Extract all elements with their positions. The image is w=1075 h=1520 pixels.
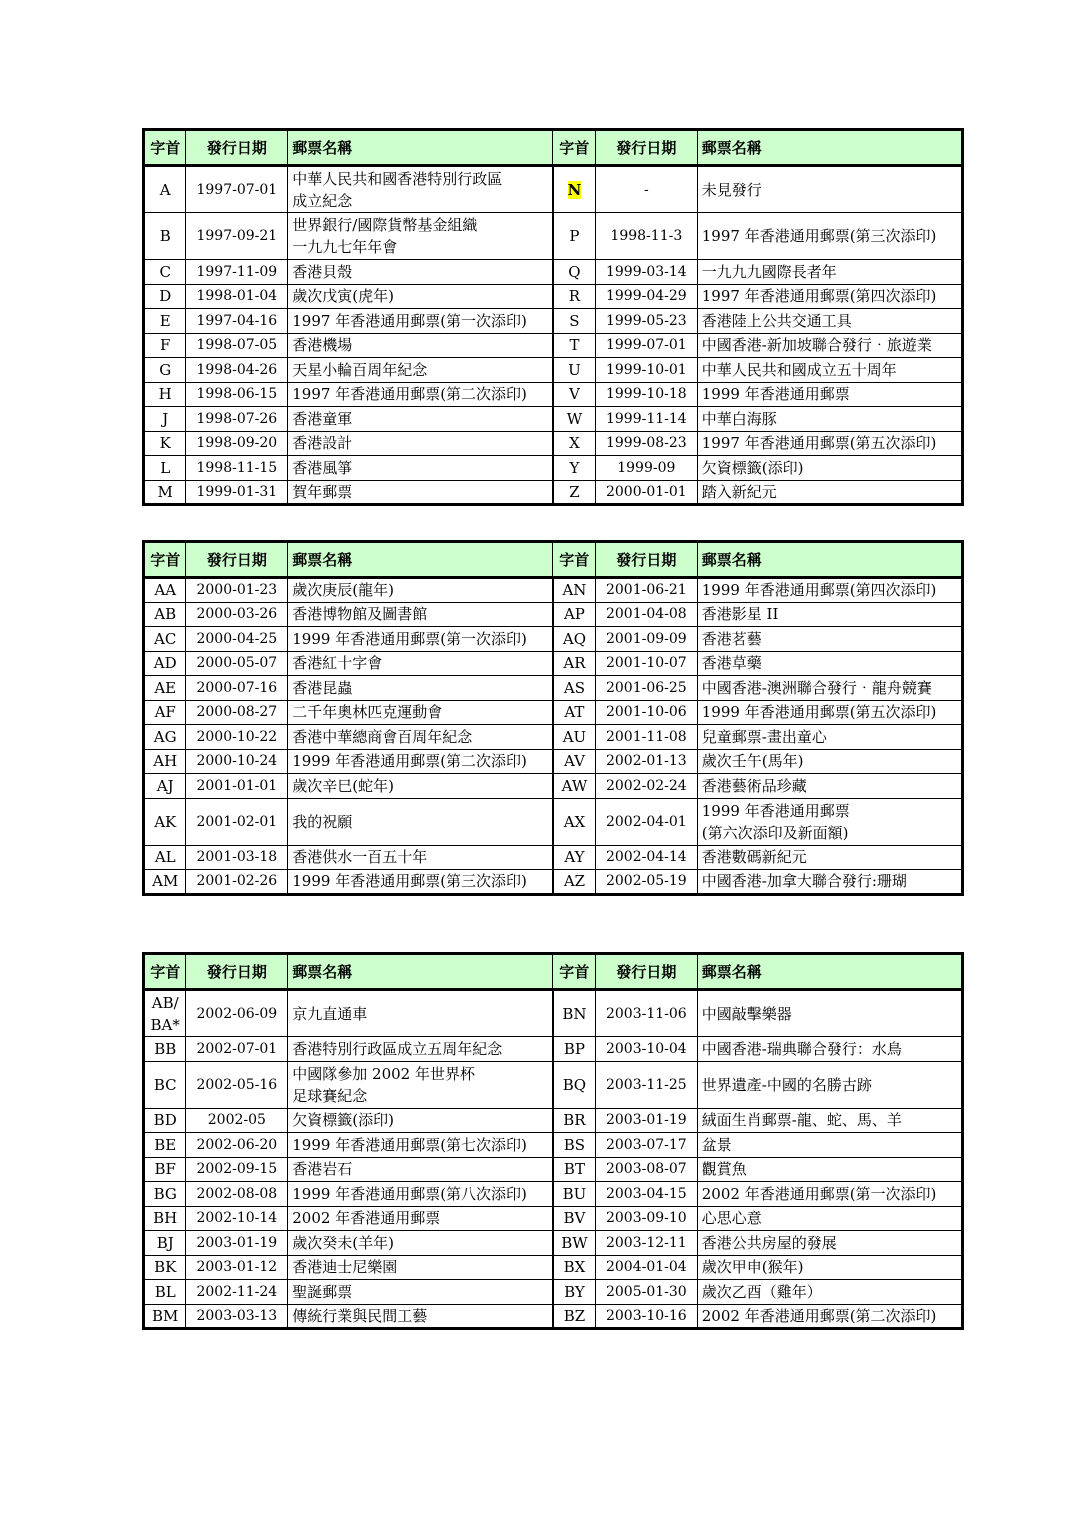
issue-date: 2001-03-18	[186, 845, 288, 870]
table-row	[144, 431, 963, 456]
stamp-initial: AS	[553, 676, 595, 701]
header-initial: 字首	[553, 130, 595, 166]
stamp-name: 香港博物館及圖書館	[288, 602, 553, 627]
issue-date: 2002-11-24	[186, 1280, 288, 1305]
issue-date: 2003-01-12	[186, 1255, 288, 1280]
stamp-initial: BZ	[553, 1304, 595, 1329]
stamp-name: 香港特別行政區成立五周年紀念	[288, 1037, 553, 1062]
stamp-initial: AV	[553, 749, 595, 774]
stamp-initial: BY	[553, 1280, 595, 1305]
stamp-name: 中國隊參加 2002 年世界杯 足球賽紀念	[288, 1061, 553, 1108]
table-row	[144, 284, 963, 309]
issue-date: 1997-11-09	[186, 260, 288, 285]
issue-date: 1999-09	[595, 456, 697, 481]
table-row	[144, 1304, 963, 1329]
stamp-name: 1999 年香港通用郵票(第三次添印)	[288, 870, 553, 895]
stamp-initial: E	[144, 309, 186, 334]
stamp-name: 2002 年香港通用郵票(第二次添印)	[697, 1304, 962, 1329]
stamp-name: 2002 年香港通用郵票	[288, 1206, 553, 1231]
stamp-initial: AM	[144, 870, 186, 895]
stamp-name: 歲次甲申(猴年)	[697, 1255, 962, 1280]
stamp-name: 中國香港-瑞典聯合發行：水鳥	[697, 1037, 962, 1062]
table-row	[144, 166, 963, 213]
issue-date: 1999-07-01	[595, 333, 697, 358]
issue-date: 2002-02-24	[595, 774, 697, 799]
header-date: 發行日期	[595, 542, 697, 578]
issue-date: 1999-04-29	[595, 284, 697, 309]
issue-date: 2003-01-19	[186, 1231, 288, 1256]
issue-date: 2005-01-30	[595, 1280, 697, 1305]
stamp-initial: L	[144, 456, 186, 481]
header-name: 郵票名稱	[288, 954, 553, 990]
stamp-initial: AR	[553, 651, 595, 676]
stamp-name: 1999 年香港通用郵票(第四次添印)	[697, 578, 962, 603]
issue-date: 1999-08-23	[595, 431, 697, 456]
stamp-name: 香港茗藝	[697, 627, 962, 652]
issue-date: 2002-06-09	[186, 990, 288, 1037]
stamp-initial: G	[144, 358, 186, 383]
issue-date: 2003-10-16	[595, 1304, 697, 1329]
stamp-name: 世界銀行/國際貨幣基金組織 一九九七年年會	[288, 213, 553, 260]
stamp-name: 香港風箏	[288, 456, 553, 481]
issue-date: 2002-04-01	[595, 798, 697, 845]
stamp-initial: AH	[144, 749, 186, 774]
stamp-initial: BW	[553, 1231, 595, 1256]
stamp-initial: BU	[553, 1182, 595, 1207]
issue-date: 2001-11-08	[595, 725, 697, 750]
stamp-initial: BS	[553, 1133, 595, 1158]
stamp-name: 中華白海豚	[697, 407, 962, 432]
stamp-name: 中國敲擊樂器	[697, 990, 962, 1037]
issue-date: 2001-06-21	[595, 578, 697, 603]
issue-date: 2001-02-01	[186, 798, 288, 845]
stamp-name: 1999 年香港通用郵票(第一次添印)	[288, 627, 553, 652]
stamp-initial: S	[553, 309, 595, 334]
stamp-name: 香港機場	[288, 333, 553, 358]
stamp-initial: K	[144, 431, 186, 456]
stamp-name: 1997 年香港通用郵票(第五次添印)	[697, 431, 962, 456]
stamp-name: 傳統行業與民間工藝	[288, 1304, 553, 1329]
issue-date: 2002-07-01	[186, 1037, 288, 1062]
stamp-initial: AQ	[553, 627, 595, 652]
issue-date: 2003-09-10	[595, 1206, 697, 1231]
header-date: 發行日期	[186, 130, 288, 166]
header-name: 郵票名稱	[697, 130, 962, 166]
issue-date: 2002-09-15	[186, 1157, 288, 1182]
issue-date: 2002-08-08	[186, 1182, 288, 1207]
issue-date: 2001-10-06	[595, 700, 697, 725]
stamp-initial: X	[553, 431, 595, 456]
stamp-name: 欠資標籤(添印)	[288, 1108, 553, 1133]
stamp-initial: AK	[144, 798, 186, 845]
stamp-name: 歲次壬午(馬年)	[697, 749, 962, 774]
table-row	[144, 749, 963, 774]
stamp-initial: BB	[144, 1037, 186, 1062]
table-row	[144, 870, 963, 895]
stamp-initial: T	[553, 333, 595, 358]
stamp-initial: AT	[553, 700, 595, 725]
stamp-initial: AN	[553, 578, 595, 603]
stamp-initial: H	[144, 382, 186, 407]
stamp-table-2	[142, 540, 964, 896]
header-initial: 字首	[144, 954, 186, 990]
stamp-name: 1999 年香港通用郵票(第七次添印)	[288, 1133, 553, 1158]
stamp-name: 香港中華總商會百周年紀念	[288, 725, 553, 750]
stamp-initial: AB/ BA*	[144, 990, 186, 1037]
stamp-name: 香港迪士尼樂園	[288, 1255, 553, 1280]
header-name: 郵票名稱	[697, 954, 962, 990]
stamp-name: 中華人民共和國香港特別行政區 成立紀念	[288, 166, 553, 213]
stamp-name: 1999 年香港通用郵票	[697, 382, 962, 407]
table-row	[144, 798, 963, 845]
stamp-initial: AZ	[553, 870, 595, 895]
issue-date: 2001-06-25	[595, 676, 697, 701]
table-row	[144, 358, 963, 383]
issue-date: 2000-03-26	[186, 602, 288, 627]
issue-date: 1999-01-31	[186, 480, 288, 505]
stamp-initial: A	[144, 166, 186, 213]
issue-date: 2000-07-16	[186, 676, 288, 701]
issue-date: 2003-07-17	[595, 1133, 697, 1158]
issue-date: 2000-10-24	[186, 749, 288, 774]
stamp-name: 1997 年香港通用郵票(第一次添印)	[288, 309, 553, 334]
stamp-name: 中國香港-新加坡聯合發行‧旅遊業	[697, 333, 962, 358]
stamp-name: 我的祝願	[288, 798, 553, 845]
stamp-name: 中華人民共和國成立五十周年	[697, 358, 962, 383]
stamp-initial: AJ	[144, 774, 186, 799]
stamp-initial: AE	[144, 676, 186, 701]
table-row	[144, 700, 963, 725]
stamp-name: 歲次癸未(羊年)	[288, 1231, 553, 1256]
table-row	[144, 602, 963, 627]
table-row	[144, 676, 963, 701]
stamp-name: 賀年郵票	[288, 480, 553, 505]
stamp-initial: AL	[144, 845, 186, 870]
issue-date: 2002-06-20	[186, 1133, 288, 1158]
issue-date: 2003-08-07	[595, 1157, 697, 1182]
stamp-initial: AG	[144, 725, 186, 750]
issue-date: 1997-04-16	[186, 309, 288, 334]
stamp-initial: AD	[144, 651, 186, 676]
stamp-initial: BF	[144, 1157, 186, 1182]
issue-date: 2003-10-04	[595, 1037, 697, 1062]
stamp-name: 1999 年香港通用郵票 (第六次添印及新面額)	[697, 798, 962, 845]
stamp-name: 兒童郵票-畫出童心	[697, 725, 962, 750]
stamp-name: 心思心意	[697, 1206, 962, 1231]
stamp-name: 世界遺產-中國的名勝古跡	[697, 1061, 962, 1108]
issue-date: 2001-02-26	[186, 870, 288, 895]
stamp-initial: R	[553, 284, 595, 309]
header-name: 郵票名稱	[697, 542, 962, 578]
stamp-initial: BP	[553, 1037, 595, 1062]
issue-date: 1998-07-05	[186, 333, 288, 358]
stamp-name: 2002 年香港通用郵票(第一次添印)	[697, 1182, 962, 1207]
issue-date: 2002-01-13	[595, 749, 697, 774]
stamp-initial: BQ	[553, 1061, 595, 1108]
stamp-name: 中國香港-澳洲聯合發行‧龍舟競賽	[697, 676, 962, 701]
issue-date: 2003-11-25	[595, 1061, 697, 1108]
table-row	[144, 1037, 963, 1062]
table-row	[144, 627, 963, 652]
stamp-initial: BT	[553, 1157, 595, 1182]
stamp-initial: BV	[553, 1206, 595, 1231]
stamp-initial: AW	[553, 774, 595, 799]
stamp-name: 踏入新紀元	[697, 480, 962, 505]
stamp-initial	[553, 166, 595, 213]
issue-date: 2004-01-04	[595, 1255, 697, 1280]
issue-date: 1998-07-26	[186, 407, 288, 432]
stamp-name: 天星小輪百周年紀念	[288, 358, 553, 383]
issue-date: 2000-01-23	[186, 578, 288, 603]
stamp-name: 香港供水一百五十年	[288, 845, 553, 870]
stamp-initial: BK	[144, 1255, 186, 1280]
issue-date: 2002-10-14	[186, 1206, 288, 1231]
stamp-initial: C	[144, 260, 186, 285]
issue-date: 2002-05-19	[595, 870, 697, 895]
issue-date: 2002-05-16	[186, 1061, 288, 1108]
highlighted-initial: N	[567, 180, 582, 199]
header-initial: 字首	[553, 954, 595, 990]
stamp-name: 香港貝殼	[288, 260, 553, 285]
issue-date: 2001-01-01	[186, 774, 288, 799]
stamp-name: 中國香港-加拿大聯合發行:珊瑚	[697, 870, 962, 895]
header-date: 發行日期	[595, 130, 697, 166]
table-row	[144, 1231, 963, 1256]
issue-date: 1997-07-01	[186, 166, 288, 213]
stamp-initial: AX	[553, 798, 595, 845]
stamp-initial: D	[144, 284, 186, 309]
issue-date: 1998-06-15	[186, 382, 288, 407]
stamp-name: 1997 年香港通用郵票(第三次添印)	[697, 213, 962, 260]
stamp-name: 香港草藥	[697, 651, 962, 676]
table-header-row	[144, 130, 963, 166]
stamp-initial: BD	[144, 1108, 186, 1133]
stamp-initial: AU	[553, 725, 595, 750]
header-name: 郵票名稱	[288, 130, 553, 166]
issue-date: 2003-03-13	[186, 1304, 288, 1329]
issue-date: 2002-05	[186, 1108, 288, 1133]
issue-date: 2001-10-07	[595, 651, 697, 676]
stamp-name: 二千年奧林匹克運動會	[288, 700, 553, 725]
issue-date: 2000-10-22	[186, 725, 288, 750]
issue-date: 2000-04-25	[186, 627, 288, 652]
stamp-name: 歲次庚辰(龍年)	[288, 578, 553, 603]
stamp-name: 香港藝術品珍藏	[697, 774, 962, 799]
issue-date: 2003-01-19	[595, 1108, 697, 1133]
header-initial: 字首	[144, 130, 186, 166]
table-row	[144, 213, 963, 260]
table-header-row	[144, 954, 963, 990]
stamp-name: 聖誕郵票	[288, 1280, 553, 1305]
stamp-initial: M	[144, 480, 186, 505]
stamp-initial: W	[553, 407, 595, 432]
stamp-name: 歲次辛巳(蛇年)	[288, 774, 553, 799]
stamp-name: 觀賞魚	[697, 1157, 962, 1182]
issue-date: 2003-04-15	[595, 1182, 697, 1207]
header-name: 郵票名稱	[288, 542, 553, 578]
issue-date: 1998-11-15	[186, 456, 288, 481]
table-row	[144, 1133, 963, 1158]
stamp-initial: B	[144, 213, 186, 260]
issue-date: 1999-10-18	[595, 382, 697, 407]
stamp-initial: BE	[144, 1133, 186, 1158]
stamp-name: 香港童軍	[288, 407, 553, 432]
table-row	[144, 1061, 963, 1108]
stamp-name: 香港陸上公共交通工具	[697, 309, 962, 334]
table-row	[144, 774, 963, 799]
stamp-name: 歲次乙酉（雞年）	[697, 1280, 962, 1305]
stamp-initial: Y	[553, 456, 595, 481]
table-row	[144, 578, 963, 603]
issue-date: 2003-12-11	[595, 1231, 697, 1256]
table-row	[144, 845, 963, 870]
stamp-name: 香港影星 II	[697, 602, 962, 627]
stamp-name: 絨面生肖郵票-龍、蛇、馬、羊	[697, 1108, 962, 1133]
stamp-initial: F	[144, 333, 186, 358]
issue-date: 2000-01-01	[595, 480, 697, 505]
stamp-initial: BN	[553, 990, 595, 1037]
issue-date: 2000-05-07	[186, 651, 288, 676]
stamp-initial: AB	[144, 602, 186, 627]
stamp-name: 未見發行	[697, 166, 962, 213]
issue-date: 2003-11-06	[595, 990, 697, 1037]
header-date: 發行日期	[186, 954, 288, 990]
table-row	[144, 725, 963, 750]
stamp-initial: AF	[144, 700, 186, 725]
stamp-initial: BR	[553, 1108, 595, 1133]
stamp-initial: AY	[553, 845, 595, 870]
stamp-name: 盆景	[697, 1133, 962, 1158]
table-row	[144, 1108, 963, 1133]
stamp-initial: J	[144, 407, 186, 432]
stamp-initial: V	[553, 382, 595, 407]
stamp-name: 一九九九國際長者年	[697, 260, 962, 285]
stamp-name: 1999 年香港通用郵票(第二次添印)	[288, 749, 553, 774]
table-row	[144, 456, 963, 481]
issue-date: -	[595, 166, 697, 213]
stamp-name: 香港設計	[288, 431, 553, 456]
stamp-name: 1999 年香港通用郵票(第五次添印)	[697, 700, 962, 725]
issue-date: 1998-11-3	[595, 213, 697, 260]
stamp-name: 1997 年香港通用郵票(第四次添印)	[697, 284, 962, 309]
issue-date: 2001-09-09	[595, 627, 697, 652]
stamp-name: 香港昆蟲	[288, 676, 553, 701]
stamp-name: 歲次戊寅(虎年)	[288, 284, 553, 309]
stamp-initial: Q	[553, 260, 595, 285]
stamp-name: 1999 年香港通用郵票(第八次添印)	[288, 1182, 553, 1207]
issue-date: 2001-04-08	[595, 602, 697, 627]
issue-date: 1997-09-21	[186, 213, 288, 260]
header-initial: 字首	[553, 542, 595, 578]
issue-date: 2000-08-27	[186, 700, 288, 725]
stamp-name: 香港公共房屋的發展	[697, 1231, 962, 1256]
issue-date: 1998-09-20	[186, 431, 288, 456]
stamp-name: 香港岩石	[288, 1157, 553, 1182]
stamp-name: 京九直通車	[288, 990, 553, 1037]
issue-date: 1999-03-14	[595, 260, 697, 285]
stamp-initial: AA	[144, 578, 186, 603]
stamp-table-1	[142, 128, 964, 506]
stamp-initial: BM	[144, 1304, 186, 1329]
issue-date: 1998-01-04	[186, 284, 288, 309]
stamp-initial: AP	[553, 602, 595, 627]
issue-date: 2002-04-14	[595, 845, 697, 870]
table-row	[144, 1182, 963, 1207]
issue-date: 1999-05-23	[595, 309, 697, 334]
stamp-initial: U	[553, 358, 595, 383]
table-row	[144, 480, 963, 505]
table-row	[144, 382, 963, 407]
stamp-initial: BJ	[144, 1231, 186, 1256]
table-row	[144, 1255, 963, 1280]
table-row	[144, 407, 963, 432]
stamp-initial: BX	[553, 1255, 595, 1280]
header-date: 發行日期	[186, 542, 288, 578]
stamp-name: 香港數碼新紀元	[697, 845, 962, 870]
table-row	[144, 651, 963, 676]
table-row	[144, 260, 963, 285]
table-header-row	[144, 542, 963, 578]
issue-date: 1999-10-01	[595, 358, 697, 383]
stamp-initial: P	[553, 213, 595, 260]
table-row	[144, 333, 963, 358]
stamp-name: 欠資標籤(添印)	[697, 456, 962, 481]
header-date: 發行日期	[595, 954, 697, 990]
stamp-initial: AC	[144, 627, 186, 652]
issue-date: 1999-11-14	[595, 407, 697, 432]
table-row	[144, 1280, 963, 1305]
stamp-initial: BG	[144, 1182, 186, 1207]
issue-date: 1998-04-26	[186, 358, 288, 383]
header-initial: 字首	[144, 542, 186, 578]
stamp-name: 1997 年香港通用郵票(第二次添印)	[288, 382, 553, 407]
table-row	[144, 1157, 963, 1182]
table-row	[144, 309, 963, 334]
stamp-initial: BH	[144, 1206, 186, 1231]
table-row	[144, 1206, 963, 1231]
stamp-initial: Z	[553, 480, 595, 505]
stamp-name: 香港紅十字會	[288, 651, 553, 676]
stamp-table-3	[142, 952, 964, 1330]
stamp-initial: BL	[144, 1280, 186, 1305]
table-row	[144, 990, 963, 1037]
stamp-initial: BC	[144, 1061, 186, 1108]
